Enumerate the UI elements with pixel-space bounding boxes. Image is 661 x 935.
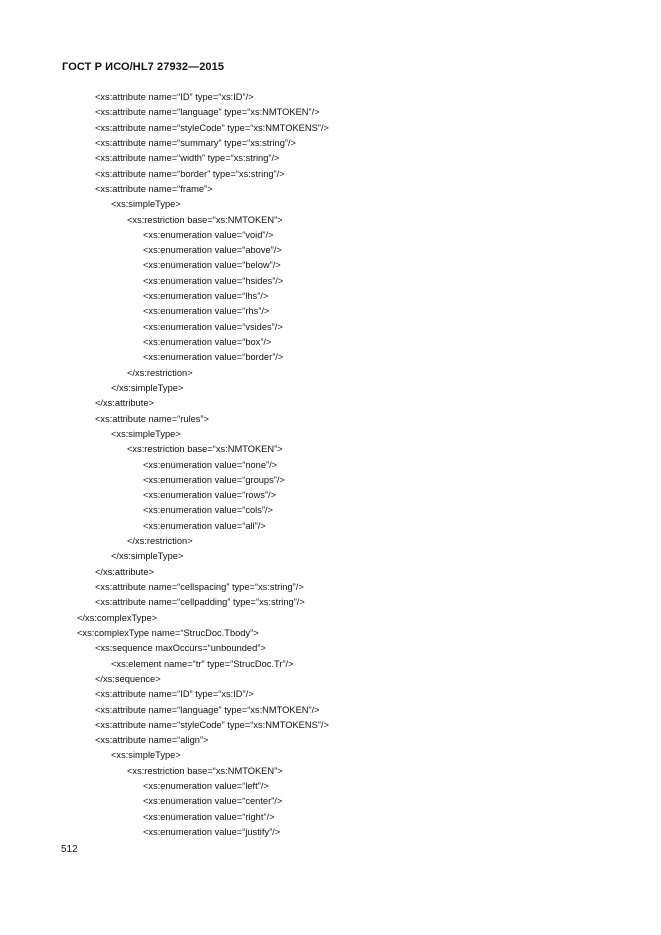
page-header-title: ГОСТ Р ИСО/HL7 27932—2015 [62,61,225,73]
code-line: <xs:attribute name=“cellpadding” type=“xs:string”/> [95,597,305,608]
code-line: <xs:enumeration value=“rows”/> [143,490,277,501]
code-line: <xs:enumeration value=“box”/> [143,337,272,347]
code-line: <xs:enumeration value=“none”/> [143,459,278,470]
code-line: <xs:enumeration value=“right”/> [143,811,275,822]
code-line: </xs:restriction> [127,367,193,378]
code-line: </xs:simpleType> [111,382,184,393]
code-line: </xs:attribute> [95,566,154,577]
page-number: 512 [61,844,78,855]
code-line: <xs:simpleType> [111,428,181,439]
code-line: <xs:enumeration value=“justify”/> [143,827,281,837]
code-line: <xs:attribute name=“styleCode” type=“xs:NMTOKENS”/> [95,122,329,133]
code-line: <xs:element name=“tr” type=“StrucDoc.Tr”/> [111,658,294,669]
code-line: <xs:attribute name=“summary” type=“xs:string”/> [95,137,296,148]
code-line: <xs:enumeration value=“above”/> [143,245,282,256]
code-line: <xs:enumeration value=“cols”/> [143,505,273,516]
code-line: <xs:complexType name=“StrucDoc.Tbody”> [77,627,259,638]
code-line: <xs:attribute name=“ID” type=“xs:ID”/> [95,689,254,700]
code-line: <xs:enumeration value=“center”/> [143,796,283,807]
code-line: <xs:attribute name=“frame”> [95,183,213,194]
code-line: <xs:simpleType> [111,750,181,761]
code-line: <xs:restriction base=“xs:NMTOKEN”> [127,765,283,776]
code-line: </xs:simpleType> [111,551,184,562]
code-line: <xs:enumeration value=“lhs”/> [143,291,269,302]
code-line: <xs:attribute name=“cellspacing” type=“xs:string”/> [95,582,304,592]
code-line: </xs:attribute> [95,398,154,409]
xml-schema-listing [0,90,661,840]
code-line: <xs:enumeration value=“rhs”/> [143,306,270,317]
code-line: <xs:attribute name=“ID” type=“xs:ID”/> [95,92,254,102]
code-line: </xs:restriction> [127,536,193,547]
code-line: <xs:attribute name=“language” type=“xs:NMTOKEN”/> [95,107,320,118]
code-line: <xs:attribute name=“border” type=“xs:string”/> [95,168,285,179]
code-line: <xs:enumeration value=“all”/> [143,520,266,531]
code-line: <xs:restriction base=“xs:NMTOKEN”> [127,214,283,225]
code-line: </xs:sequence> [95,673,161,684]
code-line: <xs:attribute name=“language” type=“xs:NMTOKEN”/> [95,704,320,715]
code-line: <xs:simpleType> [111,199,181,210]
code-line: <xs:enumeration value=“below”/> [143,260,281,271]
code-line: <xs:enumeration value=“vsides”/> [143,321,283,332]
code-line: <xs:enumeration value=“left”/> [143,781,269,792]
code-line: <xs:sequence maxOccurs=“unbounded”> [95,643,266,654]
code-line: <xs:attribute name=“width” type=“xs:string”/> [95,153,280,164]
code-line: <xs:attribute name=“rules”> [95,413,209,424]
code-line: <xs:restriction base=“xs:NMTOKEN”> [127,444,283,455]
code-line: <xs:enumeration value=“border”/> [143,352,284,363]
code-line: </xs:complexType> [77,612,158,623]
code-line: <xs:enumeration value=“hsides”/> [143,275,284,286]
code-line: <xs:enumeration value=“void”/> [143,229,274,240]
code-line: <xs:attribute name=“styleCode” type=“xs:NMTOKENS”/> [95,719,329,730]
code-line: <xs:attribute name=“align”> [95,735,209,746]
code-line: <xs:enumeration value=“groups”/> [143,474,285,485]
